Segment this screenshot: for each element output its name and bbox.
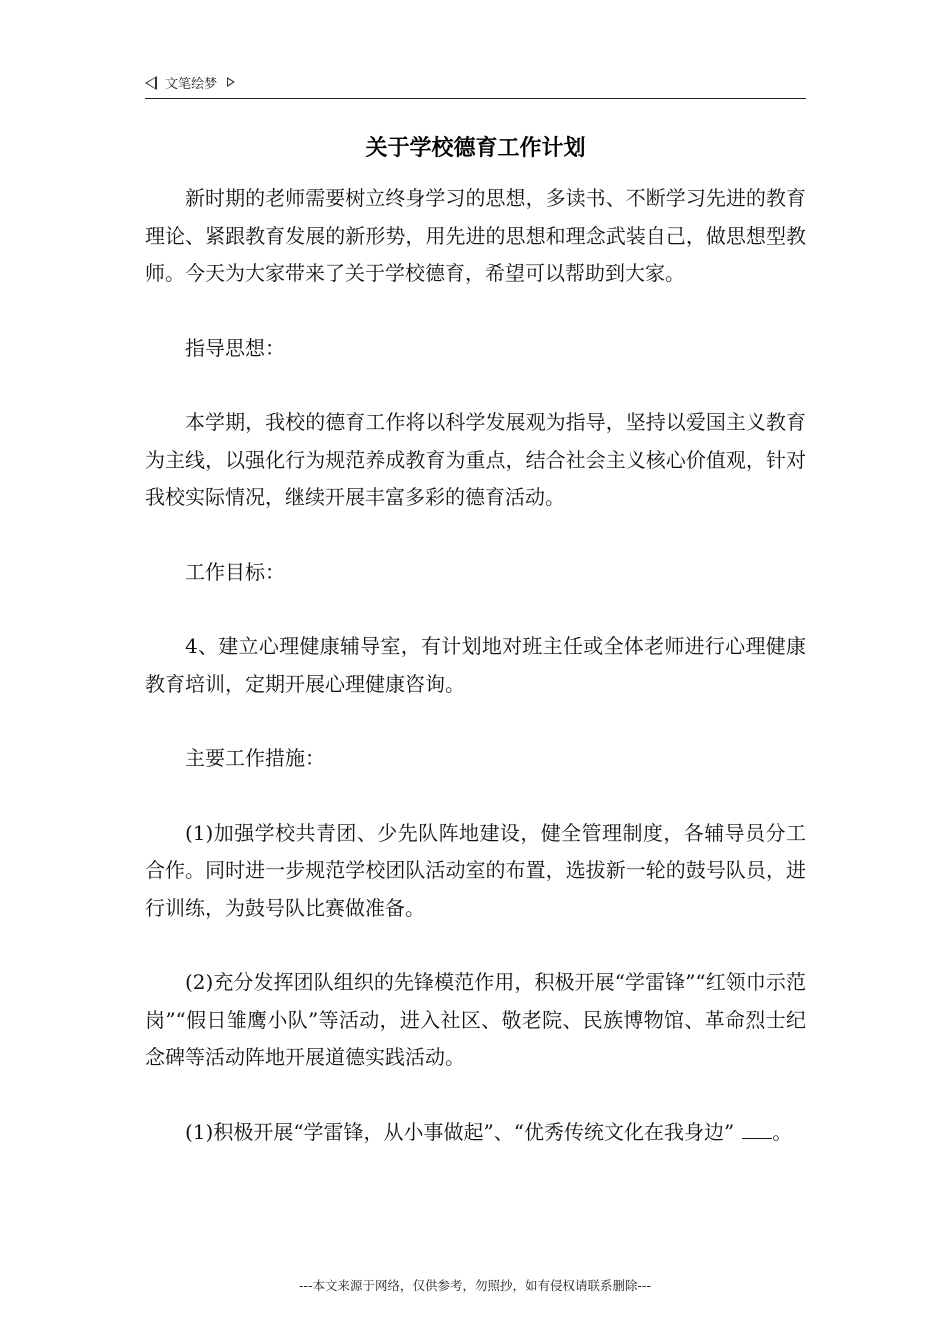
paragraph-measure-1: (1)加强学校共青团、少先队阵地建设，健全管理制度，各辅导员分工合作。同时进一步规范学校团队活动室的布置，选拔新一轮的鼓号队员，进行训练，为鼓号队比赛做准备。 — [145, 820, 806, 920]
document-body — [145, 180, 806, 1188]
heading-work-goals: 工作目标： — [185, 559, 285, 584]
heading-guiding-ideology: 指导思想： — [185, 335, 285, 360]
paragraph-intro: 新时期的老师需要树立终身学习的思想，多读书、不断学习先进的教育理论、紧跟教育发展的新形势，用先进的思想和理念武装自己，做思想型教师。今天为大家带来了关于学校德育，希望可以帮助到大家。 — [145, 186, 806, 285]
paragraph-measure-3-text: (1)积极开展“学雷锋，从小事做起”、“优秀传统文化在我身边” — [185, 1119, 735, 1144]
heading-main-measures: 主要工作措施： — [185, 746, 325, 770]
document-title: 关于学校德育工作计划 — [365, 136, 586, 161]
paragraph-measure-3 — [145, 1114, 806, 1152]
paragraph-work-goals: 4、建立心理健康辅导室，有计划地对班主任或全体老师进行心理健康教育培训，定期开展心理健康咨询。 — [145, 634, 806, 696]
header-brand: 文笔绘梦 — [165, 77, 218, 92]
page-header — [145, 74, 806, 99]
paragraph-measure-2: (2)充分发挥团队组织的先锋模范作用，积极开展“学雷锋”“红领巾示范岗”“假日雏鹰小队”等活动，进入社区、敬老院、民族博物馆、革命烈士纪念碑等活动阵地开展道德实践活动。 — [145, 970, 806, 1069]
triangle-right-icon — [227, 77, 235, 87]
paragraph-guiding-ideology: 本学期，我校的德育工作将以科学发展观为指导，坚持以爱国主义教育为主线，以强化行为规范养成教育为重点，结合社会主义核心价值观，针对我校实际情况，继续开展丰富多彩的德育活动。 — [145, 410, 806, 509]
footer-notice: ---本文来源于网络，仅供参考，勿照抄，如有侵权请联系删除--- — [298, 1278, 652, 1293]
fill-blank — [742, 1118, 772, 1139]
paragraph-measure-3-end: 。 — [772, 1119, 793, 1144]
triangle-left-icon — [145, 76, 157, 90]
